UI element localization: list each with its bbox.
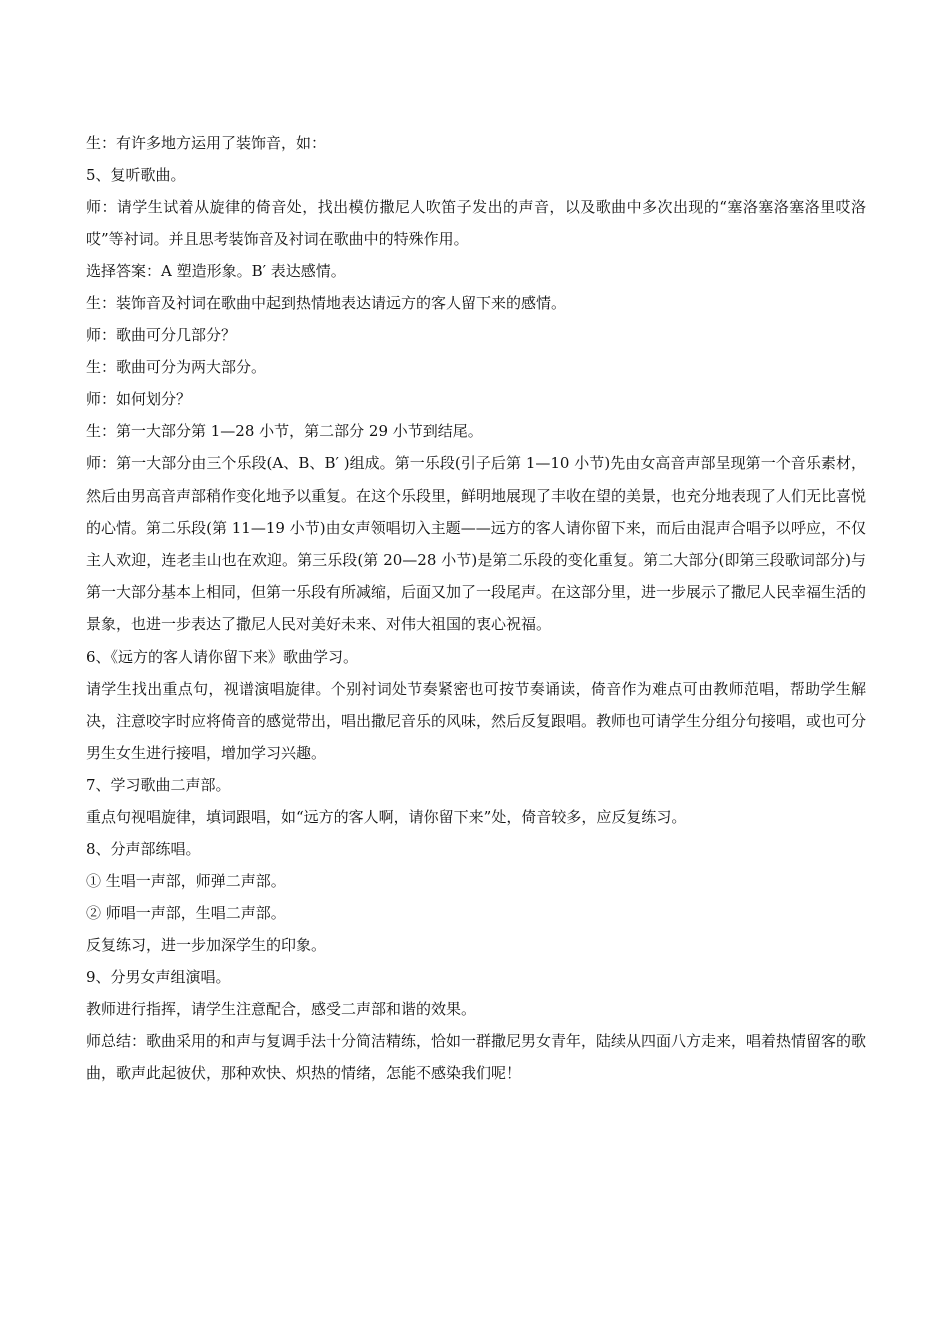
paragraph-teacher-structure-analysis: 师：第一大部分由三个乐段(A、B、B′ )组成。第一乐段(引子后第 1—10 小节)先由女高音声部呈现第一个音乐素材，然后由男高音声部稍作变化地予以重复。在这个乐段里，鲜明地展现了丰收在望的美景，也充分地表现了人们无比喜悦的心情。第二乐段(第 11—19 小节)由女声领唱切入主题——远方的客人请你留下来，而后由混声合唱予以呼应，不仅主人欢迎，连老圭山也在欢迎。第三乐段(第 20—28 小节)是第二乐段的变化重复。第二大部分(即第三段歌词部分)与第一大部分基本上相同，但第一乐段有所减缩，后面又加了一段尾声。在这部分里，进一步展示了撒尼人民幸福生活的景象，也进一步表达了撒尼人民对美好未来、对伟大祖国的衷心祝福。 <box>86 454 867 634</box>
paragraph-student-measures: 生：第一大部分第 1—28 小节，第二部分 29 小节到结尾。 <box>86 422 483 441</box>
list-item-practice-1: ① 生唱一声部，师弹二声部。 <box>86 872 286 891</box>
paragraph-second-voice: 重点句视唱旋律，填词跟唱，如“远方的客人啊，请你留下来”处，倚音较多，应反复练习。 <box>86 808 687 827</box>
paragraph-student-two-parts: 生：歌曲可分为两大部分。 <box>86 358 267 377</box>
paragraph-teacher-summary: 师总结：歌曲采用的和声与复调手法十分简洁精练，恰如一群撒尼男女青年，陆续从四面八方走来，唱着热情留客的歌曲，歌声此起彼伏，那种欢快、炽热的情绪，怎能不感染我们呢！ <box>86 1032 867 1083</box>
paragraph-conducting: 教师进行指挥，请学生注意配合，感受二声部和谐的效果。 <box>86 1000 477 1019</box>
paragraph-teacher-parts-question: 师：歌曲可分几部分？ <box>86 326 237 345</box>
paragraph-answer-choices: 选择答案：A 塑造形象。B′ 表达感情。 <box>86 262 346 281</box>
paragraph-student-ornament-role: 生：装饰音及衬词在歌曲中起到热情地表达请远方的客人留下来的感情。 <box>86 294 567 313</box>
heading-step-6: 6、《远方的客人请你留下来》歌曲学习。 <box>86 647 359 666</box>
list-item-practice-2: ② 师唱一声部，生唱二声部。 <box>86 904 286 923</box>
paragraph-teacher-division-question: 师：如何划分？ <box>86 390 192 409</box>
paragraph-repeat-practice: 反复练习，进一步加深学生的印象。 <box>86 936 327 955</box>
heading-step-5: 5、复听歌曲。 <box>86 166 186 184</box>
paragraph-teacher-appoggiatura: 师：请学生试着从旋律的倚音处，找出模仿撒尼人吹笛子发出的声音，以及歌曲中多次出现的“塞洛塞洛塞洛里哎洛哎”等衬词。并且思考装饰音及衬词在歌曲中的特殊作用。 <box>86 198 866 249</box>
heading-step-8: 8、分声部练唱。 <box>86 840 201 859</box>
document-body <box>86 127 866 1090</box>
paragraph-song-learning: 请学生找出重点句，视谱演唱旋律。个别衬词处节奏紧密也可按节奏诵读，倚音作为难点可由教师范唱，帮助学生解决，注意咬字时应将倚音的感觉带出，唱出撒尼音乐的风味，然后反复跟唱。教师也可请学生分组分句接唱，或也可分男生女生进行接唱，增加学习兴趣。 <box>86 679 867 763</box>
paragraph-student-ornament: 生：有许多地方运用了装饰音，如： <box>86 134 327 152</box>
heading-step-7: 7、学习歌曲二声部。 <box>86 776 231 795</box>
heading-step-9: 9、分男女声组演唱。 <box>86 968 231 987</box>
